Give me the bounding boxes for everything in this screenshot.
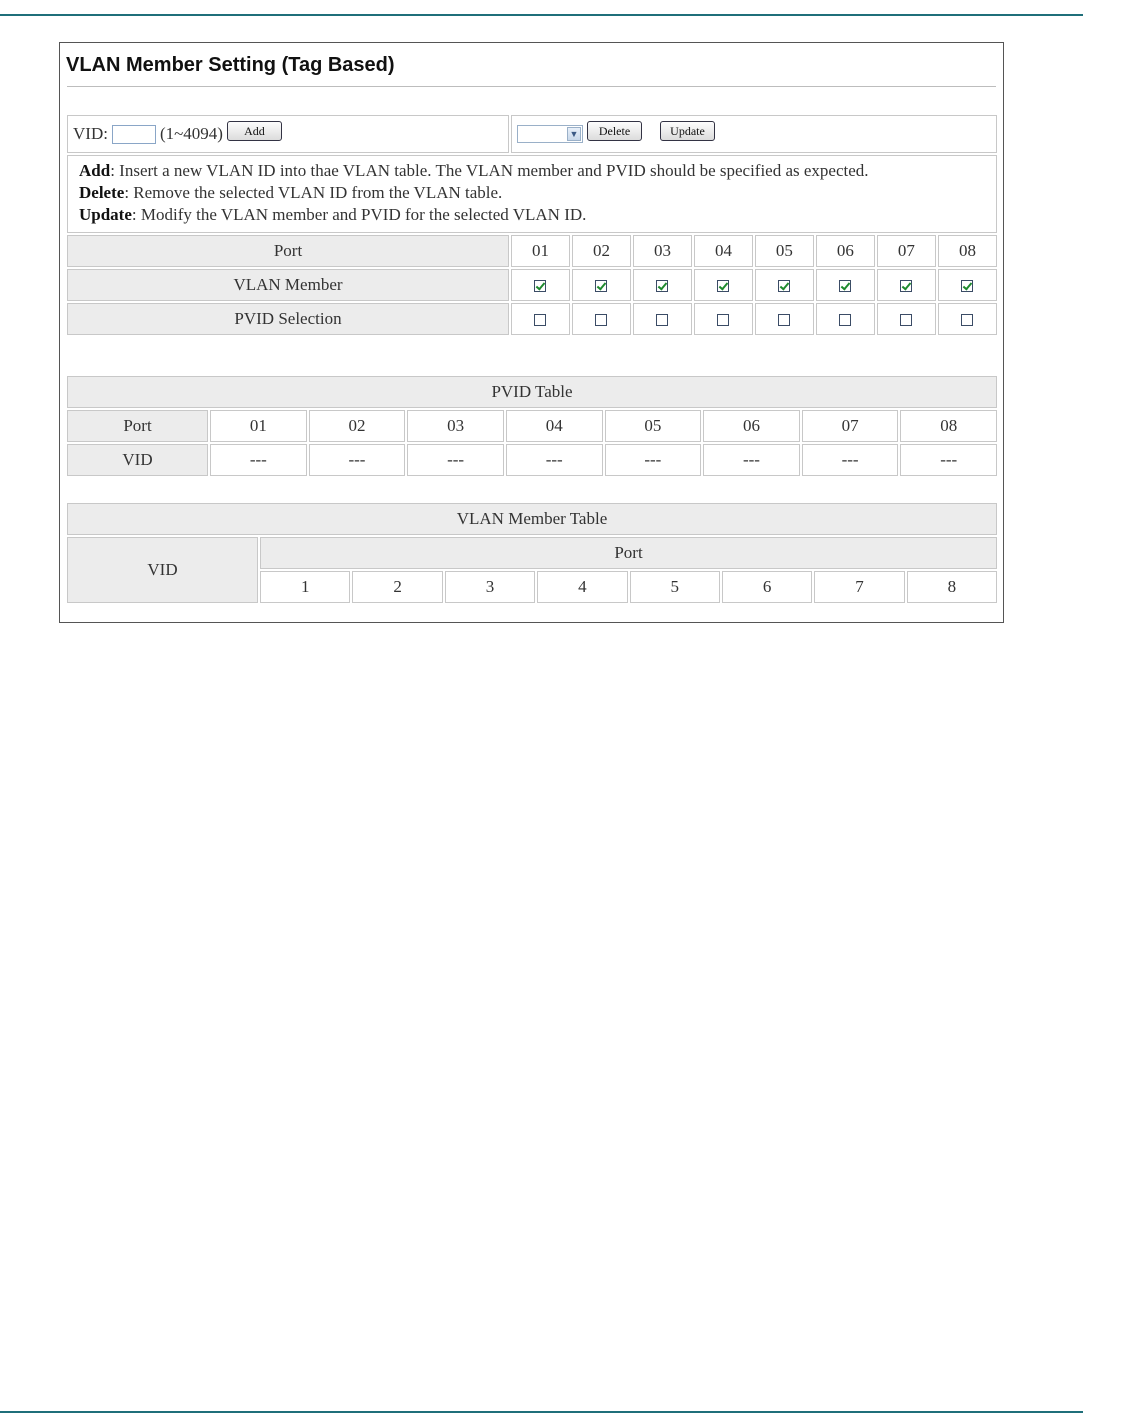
pvid-vid-05: --- xyxy=(605,444,702,476)
port-06: 06 xyxy=(816,235,875,267)
pvid-table-title: PVID Table xyxy=(67,376,997,408)
port-05: 05 xyxy=(755,235,814,267)
vlan-member-table xyxy=(65,501,999,605)
pvid-selection-label: PVID Selection xyxy=(67,303,509,335)
help-add: Add: Insert a new VLAN ID into thae VLAN table. The VLAN member and PVID should be specified as expected. xyxy=(79,161,869,180)
member-port-6: 6 xyxy=(722,571,812,603)
vlan-member-checkbox-03[interactable] xyxy=(656,280,668,292)
pvid-selection-checkbox-07[interactable] xyxy=(900,314,912,326)
vlan-select-cell xyxy=(511,115,997,153)
vlan-member-cell-02 xyxy=(572,269,631,301)
pvid-selection-checkbox-02[interactable] xyxy=(595,314,607,326)
chevron-down-icon[interactable]: ▼ xyxy=(567,127,581,141)
pvid-port-label: Port xyxy=(67,410,208,442)
pvid-selection-cell-03 xyxy=(633,303,692,335)
pvid-vid-08: --- xyxy=(900,444,997,476)
port-01: 01 xyxy=(511,235,570,267)
pvid-selection-checkbox-05[interactable] xyxy=(778,314,790,326)
title-divider xyxy=(67,86,996,87)
vid-control-cell xyxy=(67,115,509,153)
update-button[interactable]: Update xyxy=(660,121,715,141)
pvid-selection-cell-08 xyxy=(938,303,997,335)
port-03: 03 xyxy=(633,235,692,267)
vlan-member-cell-06 xyxy=(816,269,875,301)
vlan-member-setting-panel xyxy=(59,42,1004,623)
top-rule xyxy=(0,14,1083,16)
pvid-selection-cell-04 xyxy=(694,303,753,335)
vid-input[interactable] xyxy=(112,125,156,144)
vlan-setting-table xyxy=(65,113,999,337)
delete-button[interactable]: Delete xyxy=(587,121,642,141)
vlan-id-select[interactable] xyxy=(517,125,583,143)
member-port-4: 4 xyxy=(537,571,627,603)
vlan-member-label: VLAN Member xyxy=(67,269,509,301)
pvid-port-03: 03 xyxy=(407,410,504,442)
pvid-port-02: 02 xyxy=(309,410,406,442)
pvid-selection-cell-06 xyxy=(816,303,875,335)
pvid-port-08: 08 xyxy=(900,410,997,442)
pvid-vid-label: VID xyxy=(67,444,208,476)
vlan-member-checkbox-07[interactable] xyxy=(900,280,912,292)
pvid-vid-07: --- xyxy=(802,444,899,476)
member-table-title: VLAN Member Table xyxy=(67,503,997,535)
member-vid-header: VID xyxy=(67,537,258,603)
vlan-member-cell-04 xyxy=(694,269,753,301)
vlan-member-cell-05 xyxy=(755,269,814,301)
vlan-member-checkbox-04[interactable] xyxy=(717,280,729,292)
vlan-member-checkbox-06[interactable] xyxy=(839,280,851,292)
pvid-selection-checkbox-08[interactable] xyxy=(961,314,973,326)
pvid-selection-checkbox-01[interactable] xyxy=(534,314,546,326)
pvid-vid-06: --- xyxy=(703,444,800,476)
vlan-member-checkbox-02[interactable] xyxy=(595,280,607,292)
pvid-vid-03: --- xyxy=(407,444,504,476)
vlan-member-checkbox-01[interactable] xyxy=(534,280,546,292)
member-port-3: 3 xyxy=(445,571,535,603)
vlan-member-checkbox-08[interactable] xyxy=(961,280,973,292)
pvid-port-04: 04 xyxy=(506,410,603,442)
pvid-selection-cell-01 xyxy=(511,303,570,335)
pvid-table xyxy=(65,374,999,478)
pvid-vid-02: --- xyxy=(309,444,406,476)
vlan-member-cell-08 xyxy=(938,269,997,301)
pvid-selection-checkbox-03[interactable] xyxy=(656,314,668,326)
vlan-member-checkbox-05[interactable] xyxy=(778,280,790,292)
pvid-port-07: 07 xyxy=(802,410,899,442)
member-port-8: 8 xyxy=(907,571,997,603)
page-title: VLAN Member Setting (Tag Based) xyxy=(66,54,395,76)
vlan-member-cell-03 xyxy=(633,269,692,301)
vlan-member-cell-01 xyxy=(511,269,570,301)
vid-range-label: (1~4094) xyxy=(159,124,223,143)
member-port-1: 1 xyxy=(260,571,350,603)
pvid-port-01: 01 xyxy=(210,410,307,442)
pvid-port-05: 05 xyxy=(605,410,702,442)
help-delete: Delete: Remove the selected VLAN ID from the VLAN table. xyxy=(79,183,503,202)
member-port-header: Port xyxy=(260,537,997,569)
help-update: Update: Modify the VLAN member and PVID for the selected VLAN ID. xyxy=(79,205,587,224)
member-port-7: 7 xyxy=(814,571,904,603)
port-07: 07 xyxy=(877,235,936,267)
pvid-selection-cell-07 xyxy=(877,303,936,335)
pvid-vid-01: --- xyxy=(210,444,307,476)
add-button[interactable]: Add xyxy=(227,121,282,141)
bottom-rule xyxy=(0,1411,1083,1413)
port-header: Port xyxy=(67,235,509,267)
pvid-vid-04: --- xyxy=(506,444,603,476)
port-02: 02 xyxy=(572,235,631,267)
member-port-2: 2 xyxy=(352,571,442,603)
port-08: 08 xyxy=(938,235,997,267)
vid-label: VID: xyxy=(73,124,108,143)
help-text xyxy=(67,155,997,233)
pvid-selection-checkbox-04[interactable] xyxy=(717,314,729,326)
port-04: 04 xyxy=(694,235,753,267)
vlan-member-cell-07 xyxy=(877,269,936,301)
pvid-port-06: 06 xyxy=(703,410,800,442)
member-port-5: 5 xyxy=(630,571,720,603)
pvid-selection-cell-02 xyxy=(572,303,631,335)
pvid-selection-checkbox-06[interactable] xyxy=(839,314,851,326)
pvid-selection-cell-05 xyxy=(755,303,814,335)
